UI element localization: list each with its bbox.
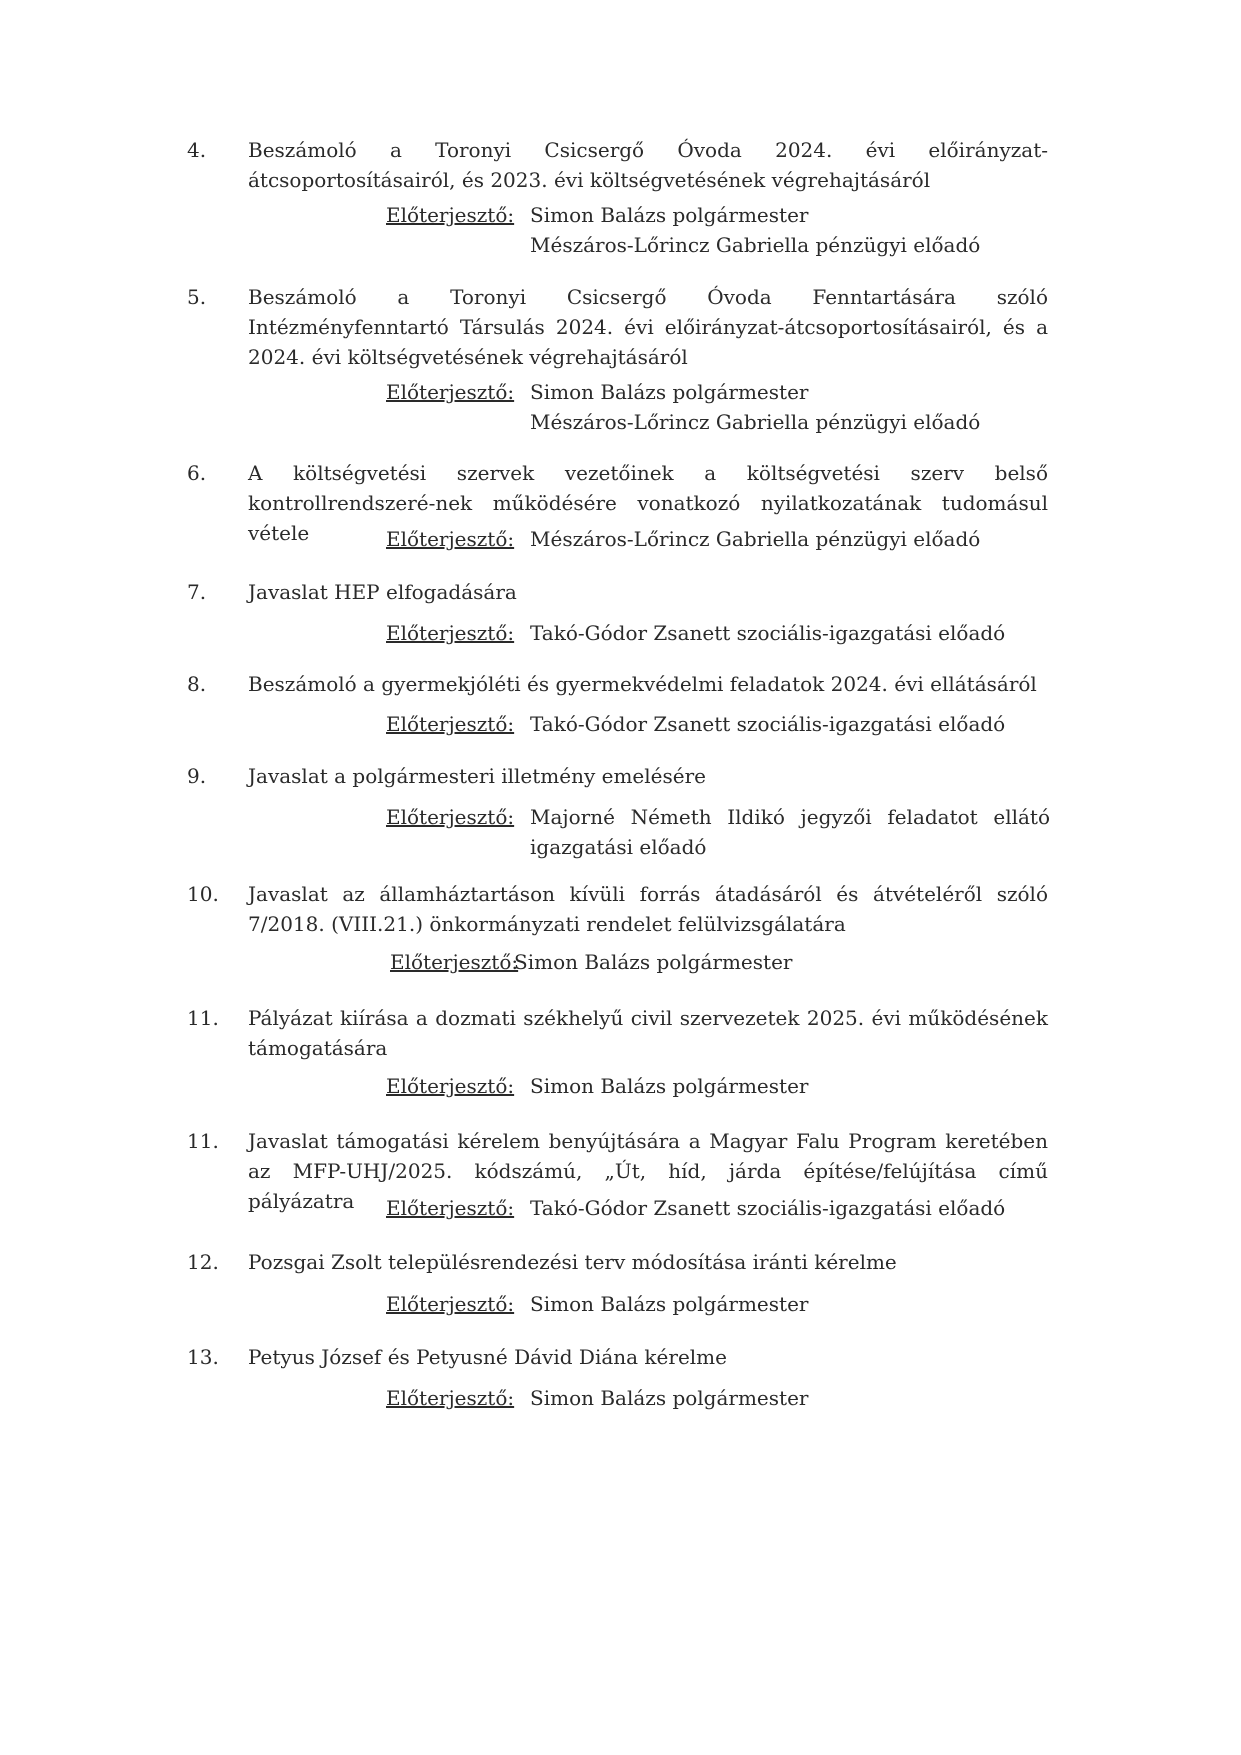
presenter-name: Takó-Gódor Zsanett szociális-igazgatási előadó — [530, 712, 1006, 736]
agenda-item-title: Beszámoló a Toronyi Csicsergő Óvoda 2024. évi előirányzat-átcsoportosításairól, és 2023. évi költségvetésének végrehajtásáról — [248, 138, 1048, 192]
presenter-label: Előterjesztő: — [390, 950, 519, 974]
presenter-name: Simon Balázs polgármester — [530, 1292, 809, 1316]
presenter-names — [514, 947, 1034, 977]
presenter-label: Előterjesztő: — [386, 1196, 515, 1220]
presenter-label: Előterjesztő: — [386, 380, 515, 404]
agenda-item-number: 11. — [187, 1006, 219, 1030]
presenter-name: Simon Balázs polgármester — [530, 380, 809, 404]
presenter-label: Előterjesztő: — [386, 805, 515, 829]
agenda-item-number: 6. — [187, 461, 207, 485]
agenda-item-number: 4. — [187, 138, 207, 162]
presenter-name: Takó-Gódor Zsanett szociális-igazgatási előadó — [530, 1196, 1006, 1220]
agenda-item-title: A költségvetési szervek vezetőinek a költségvetési szerv belső kontrollrendszeré-nek működésére vonatkozó nyilatkozatának tudomásul vétele — [248, 461, 1048, 545]
agenda-item-title: Pozsgai Zsolt településrendezési terv módosítása iránti kérelme — [248, 1250, 897, 1274]
presenter-names — [530, 709, 1050, 739]
presenter-name: Takó-Gódor Zsanett szociális-igazgatási előadó — [530, 621, 1006, 645]
presenter-label: Előterjesztő: — [386, 527, 515, 551]
agenda-item-number: 5. — [187, 285, 207, 309]
agenda-item-number: 7. — [187, 580, 207, 604]
presenter-names — [530, 200, 1050, 260]
agenda-item-number: 8. — [187, 672, 207, 696]
presenter-label: Előterjesztő: — [386, 621, 515, 645]
agenda-item-number: 9. — [187, 764, 207, 788]
agenda-item-number: 12. — [187, 1250, 219, 1274]
agenda-item-title: Javaslat támogatási kérelem benyújtására a Magyar Falu Program keretében az MFP-UHJ/2025. kódszámú, „Út, híd, járda építése/felújítása című pályázatra — [248, 1129, 1048, 1213]
presenter-names — [530, 524, 1050, 554]
presenter-name: Simon Balázs polgármester — [530, 1386, 809, 1410]
agenda-item-title: Beszámoló a Toronyi Csicsergő Óvoda Fenntartására szóló Intézményfenntartó Társulás 2024. évi előirányzat-átcsoportosításairól, és a 2024. évi költségvetésének végrehajtásáról — [248, 285, 1048, 369]
presenter-names — [530, 1193, 1050, 1223]
presenter-name: Simon Balázs polgármester — [514, 950, 793, 974]
presenter-label: Előterjesztő: — [386, 712, 515, 736]
presenter-name: Mészáros-Lőrincz Gabriella pénzügyi előadó — [530, 410, 981, 434]
agenda-item-number: 11. — [187, 1129, 219, 1153]
presenter-label: Előterjesztő: — [386, 1292, 515, 1316]
presenter-name: Simon Balázs polgármester — [530, 203, 809, 227]
agenda-item-number: 10. — [187, 882, 219, 906]
presenter-names — [530, 802, 1050, 862]
presenter-names — [530, 1071, 1050, 1101]
agenda-item-number: 13. — [187, 1345, 219, 1369]
agenda-item-title: Javaslat HEP elfogadására — [248, 580, 517, 604]
agenda-item-title: Pályázat kiírása a dozmati székhelyű civil szervezetek 2025. évi működésének támogatására — [248, 1006, 1048, 1060]
presenter-label: Előterjesztő: — [386, 1074, 515, 1098]
presenter-name: Mészáros-Lőrincz Gabriella pénzügyi előadó — [530, 233, 981, 257]
presenter-names — [530, 618, 1050, 648]
presenter-name: Majorné Németh Ildikó jegyzői feladatot ellátó igazgatási előadó — [530, 805, 1050, 859]
presenter-name: Mészáros-Lőrincz Gabriella pénzügyi előadó — [530, 527, 981, 551]
presenter-label: Előterjesztő: — [386, 203, 515, 227]
presenter-names — [530, 377, 1050, 437]
agenda-item-title: Beszámoló a gyermekjóléti és gyermekvédelmi feladatok 2024. évi ellátásáról — [248, 672, 1037, 696]
presenter-name: Simon Balázs polgármester — [530, 1074, 809, 1098]
presenter-names — [530, 1383, 1050, 1413]
agenda-item-title: Javaslat a polgármesteri illetmény emelésére — [248, 764, 706, 788]
agenda-item-title: Javaslat az államháztartáson kívüli forrás átadásáról és átvételéről szóló 7/2018. (VIII.21.) önkormányzati rendelet felülvizsgálatára — [248, 882, 1048, 936]
presenter-label: Előterjesztő: — [386, 1386, 515, 1410]
presenter-names — [530, 1289, 1050, 1319]
agenda-item-title: Petyus József és Petyusné Dávid Diána kérelme — [248, 1345, 727, 1369]
